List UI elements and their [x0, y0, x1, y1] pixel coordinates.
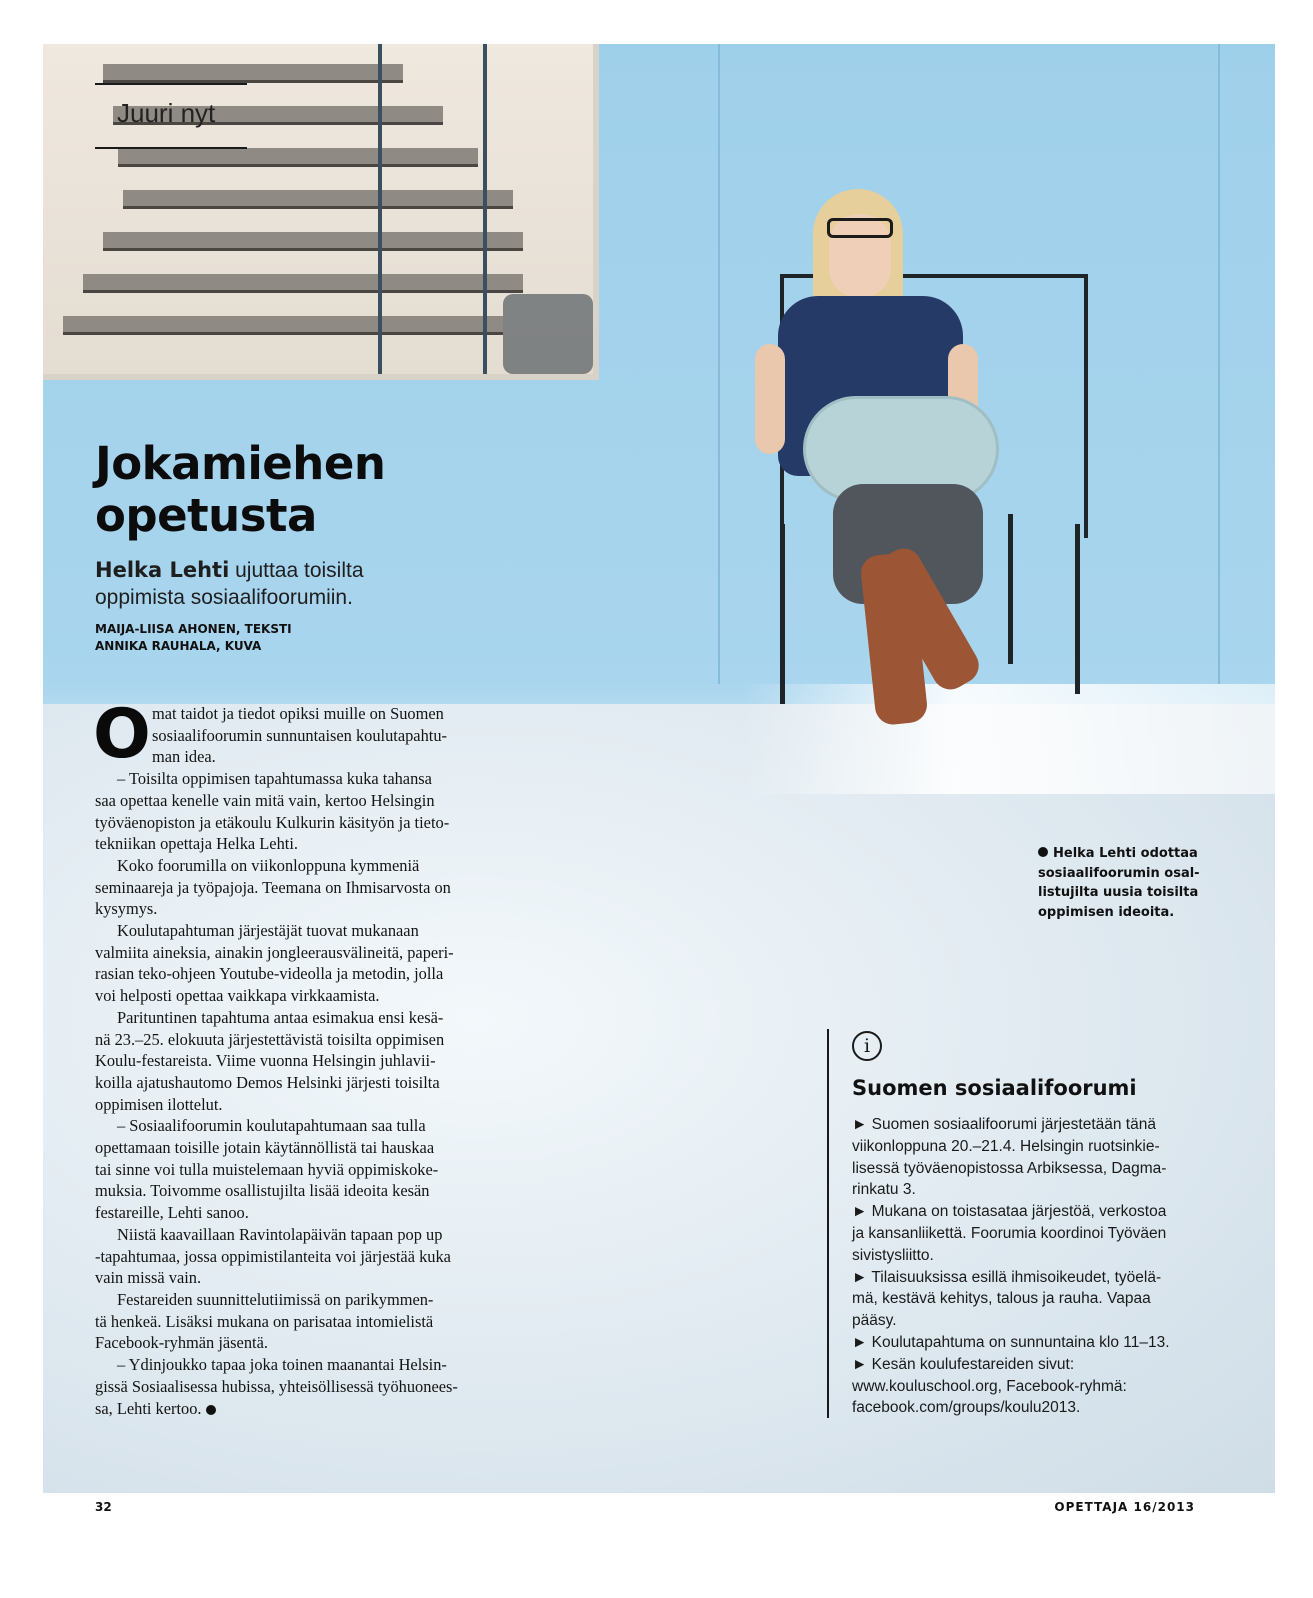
magazine-issue: OPETTAJA 16/2013 [1054, 1500, 1195, 1514]
deck-line-2: oppimista sosiaalifoorumiin. [95, 586, 353, 609]
article-line: valmiita aineksia, ainakin jongleerausvälineitä, paperi- [95, 942, 454, 962]
info-box-body [852, 1114, 1204, 1419]
page-title [95, 438, 515, 542]
info-box [827, 1029, 1201, 1418]
article-line: nä 23.–25. elokuuta järjestettävistä toisilta oppimisen [95, 1029, 445, 1049]
article-line: oppimisen ilottelut. [95, 1094, 223, 1114]
article-line: – Toisilta oppimisen tapahtumassa kuka tahansa [117, 769, 432, 789]
article-line: voi helposti opettaa vaikkapa virkkaamista. [95, 986, 380, 1006]
dropcap: O [93, 695, 151, 774]
article-line: Parituntinen tapahtuma antaa esimakua ensi kesä- [117, 1007, 444, 1027]
article-line: tai sinne voi tulla muistelemaan hyviä oppimiskoke- [95, 1159, 439, 1179]
bullet-icon [1038, 847, 1048, 857]
photo-arm [755, 344, 785, 454]
article-line: muksia. Toivomme osallistujilta lisää ideoita kesän [95, 1181, 430, 1201]
photo-chair-leg [1008, 514, 1013, 664]
photo-window-figure [503, 294, 593, 374]
article-line: – Sosiaalifoorumin koulutapahtumaan saa tulla [117, 1116, 426, 1136]
info-box-line: www.kouluschool.org, Facebook-ryhmä: [852, 1377, 1127, 1395]
article-line: mat taidot ja tiedot opiksi muille on Suomen [152, 704, 444, 723]
article-line: työväenopiston ja etäkoulu Kulkurin käsityön ja tieto- [95, 812, 450, 832]
photo-rail [378, 44, 382, 374]
info-icon: i [852, 1031, 882, 1061]
article-line: – Ydinjoukko tapaa joka toinen maanantai Helsin- [117, 1355, 447, 1375]
deck [95, 557, 415, 611]
end-mark-icon [206, 1405, 216, 1415]
photo-chair-leg [780, 524, 785, 704]
photo-stair [123, 190, 513, 209]
photo-stair [103, 232, 523, 251]
info-box-line: ► Mukana on toistasataa järjestöä, verkostoa [852, 1203, 1167, 1221]
article-line: Koulutapahtuman järjestäjät tuovat mukanaan [117, 921, 419, 941]
article-line: festareille, Lehti sanoo. [95, 1203, 249, 1223]
article-line: sa, Lehti kertoo. [95, 1398, 202, 1418]
article-line: seminaareja ja työpajoja. Teemana on Ihmisarvosta on [95, 877, 451, 897]
info-box-title: Suomen sosiaalifoorumi [852, 1076, 1137, 1100]
info-box-line: mä, kestävä kehitys, talous ja rauha. Vapaa [852, 1290, 1151, 1308]
credit-text: MAIJA-LIISA AHONEN, TEKSTI [95, 622, 292, 636]
article-line: tä henkeä. Lisäksi mukana on parisataa intomielistä [95, 1311, 434, 1331]
headline-line-1: Jokamiehen [95, 437, 386, 490]
photo-stair [83, 274, 523, 293]
article-line: man idea. [152, 747, 216, 767]
section-label-text: Juuri nyt [117, 98, 216, 128]
section-label [95, 83, 247, 149]
credit-photo: ANNIKA RAUHALA, KUVA [95, 639, 262, 653]
caption-line: listujilta uusia toisilta [1038, 885, 1199, 900]
article-line: saa opettaa kenelle vain mitä vain, kertoo Helsingin [95, 790, 435, 810]
photo-caption [1038, 844, 1208, 922]
article-line: vain missä vain. [95, 1268, 202, 1288]
article-line: tekniikan opettaja Helka Lehti. [95, 834, 298, 854]
info-box-line: ► Koulutapahtuma on sunnuntaina klo 11–13. [852, 1333, 1170, 1351]
article-line: kysymys. [95, 899, 158, 919]
photo-stair [103, 64, 403, 83]
photo-wall-seam [718, 44, 720, 684]
caption-line: oppimisen ideoita. [1038, 904, 1175, 920]
headline-line-2: opetusta [95, 489, 317, 542]
article-line: Niistä kaavaillaan Ravintolapäivän tapaan pop up [117, 1224, 443, 1244]
info-box-line: ja kansanliikettä. Foorumia koordinoi Työväen [852, 1224, 1167, 1242]
info-box-line: lisessä työväenopistossa Arbiksessa, Dagma- [852, 1159, 1167, 1177]
deck-rest: ujuttaa toisilta [229, 559, 364, 582]
article-line: Koko foorumilla on viikonloppuna kymmeniä [117, 855, 420, 875]
caption-line: sosiaalifoorumin osal- [1038, 865, 1200, 881]
article-line: Koulu-festareista. Viime vuonna Helsingin juhlavii- [95, 1051, 436, 1071]
info-box-line: pääsy. [852, 1312, 897, 1330]
photo-chair-leg [1075, 524, 1080, 694]
photo-stair [118, 148, 478, 167]
article-line: gissä Sosiaalisessa hubissa, yhteisöllisessä työhuonees- [95, 1376, 458, 1396]
info-box-line: ► Tilaisuuksissa esillä ihmisoikeudet, työelä- [852, 1268, 1162, 1286]
photo-wall-seam [1218, 44, 1220, 684]
page-number: 32 [95, 1500, 112, 1514]
caption-line: Helka Lehti odottaa [1053, 846, 1198, 861]
deck-name: Helka Lehti [95, 558, 230, 582]
article-body [93, 695, 507, 1419]
photo-glasses [827, 218, 893, 238]
info-box-line: ► Suomen sosiaalifoorumi järjestetään tänä [852, 1116, 1156, 1133]
info-box-line: rinkatu 3. [852, 1181, 916, 1199]
info-box-line: sivistysliitto. [852, 1246, 934, 1264]
photo-floor-glare [743, 684, 1275, 794]
credits [95, 621, 292, 655]
article-line: -tapahtumaa, jossa oppimistilanteita voi järjestää kuka [95, 1246, 451, 1266]
article-line: sosiaalifoorumin sunnuntaisen koulutapahtu- [152, 725, 447, 745]
photo-rail [483, 44, 487, 374]
info-box-line: ► Kesän koulufestareiden sivut: [852, 1355, 1075, 1373]
info-box-line: facebook.com/groups/koulu2013. [852, 1399, 1081, 1417]
article-line: rasian teko-ohjeen Youtube-videolla ja metodin, jolla [95, 964, 444, 984]
photo-stair [63, 316, 503, 335]
article-line: Festareiden suunnittelutiimissä on parikymmen- [117, 1289, 434, 1309]
article-line: Facebook-ryhmän jäsentä. [95, 1333, 268, 1353]
article-line: koilla ajatushautomo Demos Helsinki järjesti toisilta [95, 1072, 440, 1092]
article-line: opettamaan toisille jotain käytännöllistä tai hauskaa [95, 1138, 435, 1158]
info-box-line: viikonloppuna 20.–21.4. Helsingin ruotsinkie- [852, 1137, 1160, 1155]
